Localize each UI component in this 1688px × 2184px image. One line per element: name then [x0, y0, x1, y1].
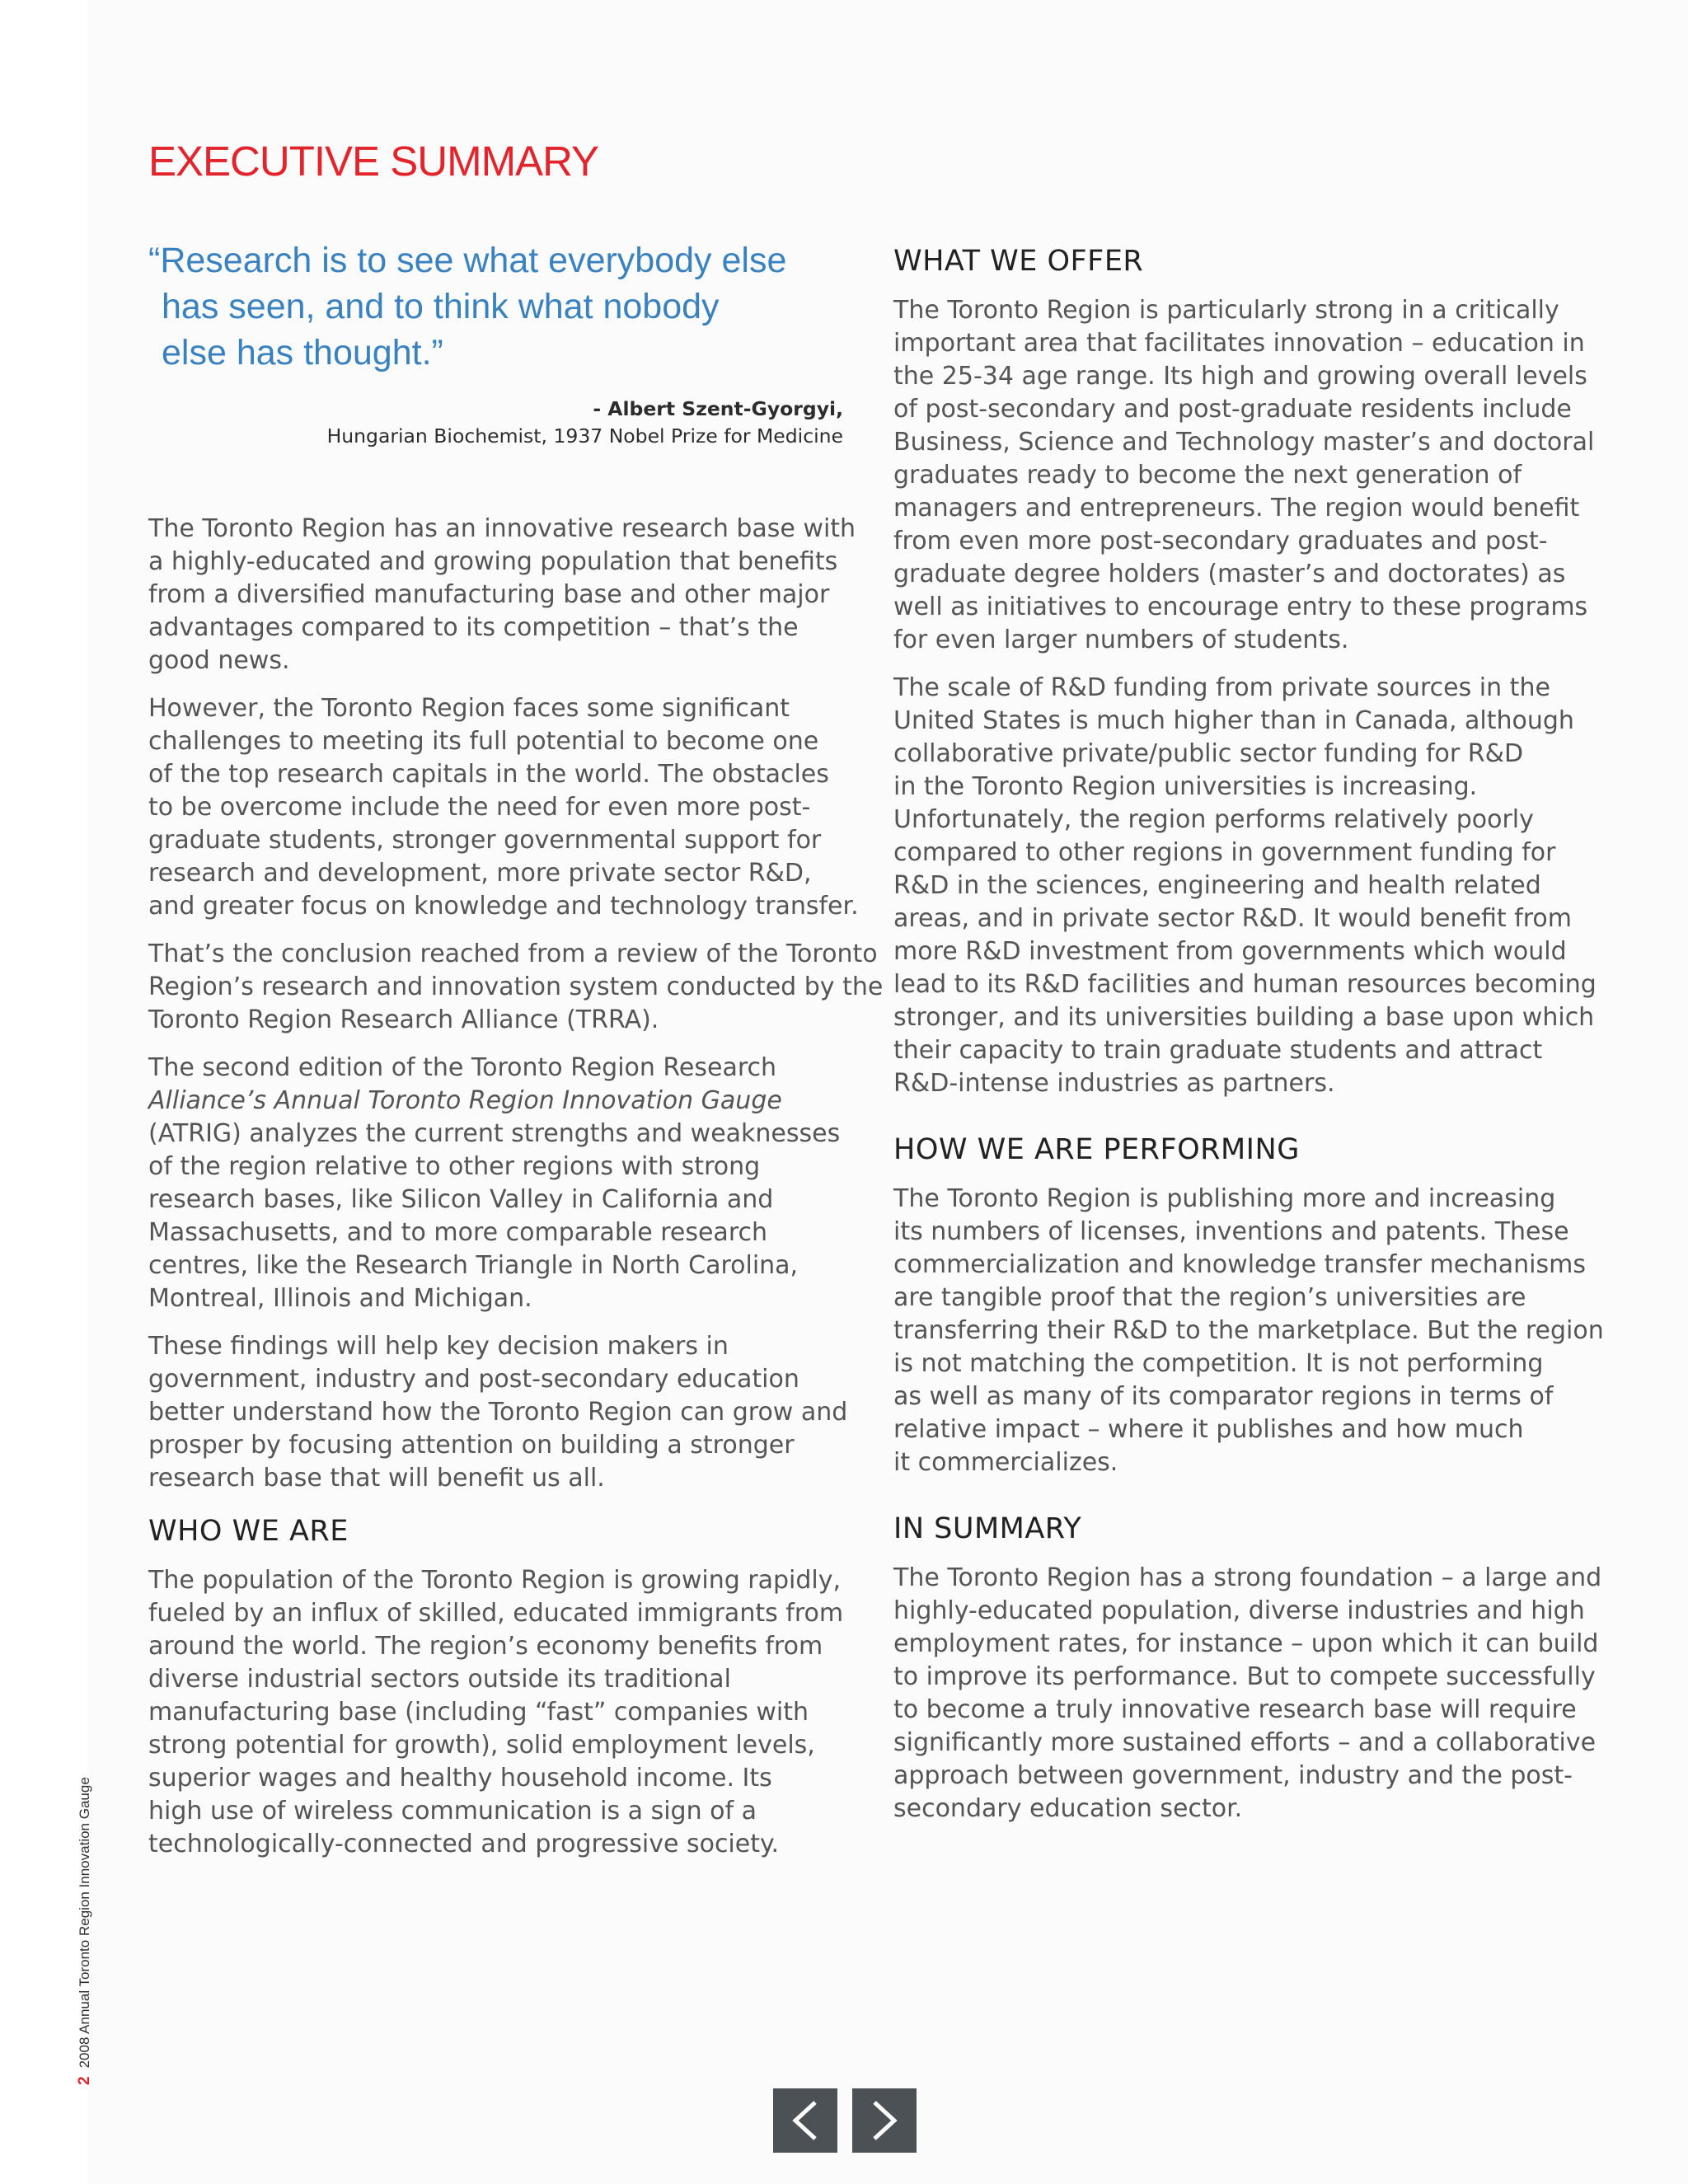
text-line: around the world. The region’s economy benefits from: [148, 1632, 823, 1661]
text-line: stronger, and its universities building a base upon which: [893, 1003, 1595, 1032]
pull-quote: [148, 237, 874, 376]
text-line: However, the Toronto Region faces some significant: [148, 694, 790, 723]
text-line: Business, Science and Technology master’s and doctoral: [893, 428, 1595, 457]
text-line: managers and entrepreneurs. The region would benefit: [893, 494, 1580, 523]
text-line: technologically-connected and progressive society.: [148, 1830, 779, 1858]
text-line: graduates ready to become the next generation of: [893, 461, 1522, 490]
page-title: EXECUTIVE SUMMARY: [148, 138, 598, 185]
section-heading-who-we-are: WHO WE ARE: [148, 1515, 349, 1548]
text-line: manufacturing base (including “fast” companies with: [148, 1698, 809, 1727]
text-line: and greater focus on knowledge and technology transfer.: [148, 892, 859, 921]
text-line: high use of wireless communication is a sign of a: [148, 1797, 757, 1825]
text-line: superior wages and healthy household income. Its: [148, 1764, 772, 1793]
text-line: commercialization and knowledge transfer mechanisms: [893, 1250, 1586, 1279]
text-line: challenges to meeting its full potential to become one: [148, 727, 819, 756]
text-line: of the top research capitals in the world. The obstacles: [148, 760, 829, 789]
quote-line: “Research is to see what everybody else: [148, 241, 787, 280]
rd-funding-paragraph: [893, 672, 1611, 1100]
text-line: Region’s research and innovation system conducted by the: [148, 972, 884, 1001]
page-number: 2: [76, 2076, 93, 2085]
who-we-are-paragraph: [148, 1564, 857, 1861]
text-line: The Toronto Region has an innovative research base with: [148, 514, 856, 543]
text-line: The Toronto Region is particularly strong in a critically: [893, 296, 1559, 325]
section-heading-in-summary: IN SUMMARY: [893, 1512, 1082, 1545]
what-we-offer-paragraph: [893, 294, 1611, 657]
quote-line: has seen, and to think what nobody: [162, 287, 720, 326]
text-line: diverse industrial sectors outside its traditional: [148, 1665, 731, 1694]
challenges-paragraph: [148, 692, 857, 923]
text-line: from a diversified manufacturing base and other major: [148, 580, 830, 609]
text-line: centres, like the Research Triangle in North Carolina,: [148, 1251, 799, 1280]
text-line: its numbers of licenses, inventions and patents. These: [893, 1217, 1569, 1246]
text-line: as well as many of its comparator regions in terms of: [893, 1382, 1554, 1411]
left-column: [148, 513, 884, 1876]
quote-author-credential: Hungarian Biochemist, 1937 Nobel Prize for Medicine: [326, 424, 843, 448]
text-line: to become a truly innovative research base will require: [893, 1695, 1577, 1724]
text-line: collaborative private/public sector funding for R&D: [893, 739, 1524, 768]
text-line: better understand how the Toronto Region can grow and: [148, 1398, 848, 1427]
findings-paragraph: [148, 1330, 857, 1495]
chevron-right-icon: [868, 2099, 901, 2142]
text-line: well as initiatives to encourage entry to these programs: [893, 593, 1588, 621]
chevron-left-icon: [789, 2099, 822, 2142]
intro-paragraph: [148, 513, 857, 677]
text-line: relative impact – where it publishes and how much: [893, 1415, 1524, 1444]
text-line: research bases, like Silicon Valley in California and: [148, 1185, 774, 1214]
text-line: to be overcome include the need for even more post-: [148, 793, 811, 822]
text-line: are tangible proof that the region’s universities are: [893, 1283, 1526, 1312]
right-column: [893, 243, 1611, 1840]
text-line: compared to other regions in government funding for: [893, 838, 1556, 867]
report-title-italic: Alliance’s Annual Toronto Region Innovation Gauge: [148, 1086, 782, 1115]
text-line: of post-secondary and post-graduate residents include: [893, 395, 1572, 424]
text-line: employment rates, for instance – upon which it can build: [893, 1629, 1599, 1658]
text-line: secondary education sector.: [893, 1794, 1243, 1823]
text-line: the 25-34 age range. Its high and growing overall levels: [893, 362, 1587, 391]
text-line: The scale of R&D funding from private sources in the: [893, 673, 1550, 702]
text-line: Massachusetts, and to more comparable research: [148, 1218, 767, 1247]
text-line: graduate degree holders (master’s and doctorates) as: [893, 560, 1566, 588]
text-line: R&D-intense industries as partners.: [893, 1069, 1335, 1098]
text-line: United States is much higher than in Canada, although: [893, 706, 1574, 735]
text-line: research and development, more private sector R&D,: [148, 859, 812, 888]
text-line: (ATRIG) analyzes the current strengths and weaknesses: [148, 1119, 841, 1148]
how-we-are-performing-paragraph: [893, 1183, 1611, 1479]
quote-attribution: [148, 396, 843, 450]
publication-title: 2008 Annual Toronto Region Innovation Gauge: [77, 1777, 92, 2069]
text-line: Unfortunately, the region performs relatively poorly: [893, 805, 1534, 834]
text-line: fueled by an influx of skilled, educated immigrants from: [148, 1599, 844, 1628]
text-line: from even more post-secondary graduates and post-: [893, 527, 1548, 555]
text-line: their capacity to train graduate students and attract: [893, 1036, 1543, 1065]
text-line: approach between government, industry and the post-: [893, 1761, 1573, 1790]
section-heading-how-we-are-performing: HOW WE ARE PERFORMING: [893, 1133, 1300, 1166]
next-page-button[interactable]: [852, 2088, 917, 2153]
text-line: for even larger numbers of students.: [893, 626, 1349, 654]
text-line: lead to its R&D facilities and human resources becoming: [893, 970, 1597, 999]
text-line: R&D in the sciences, engineering and health related: [893, 871, 1541, 900]
text-line: strong potential for growth), solid employment levels,: [148, 1731, 815, 1760]
text-line: Montreal, Illinois and Michigan.: [148, 1284, 532, 1313]
text-line: prosper by focusing attention on building a stronger: [148, 1431, 795, 1460]
atrig-paragraph: [148, 1052, 857, 1315]
text-line: These findings will help key decision makers in: [148, 1332, 729, 1361]
text-line: it commercializes.: [893, 1448, 1118, 1477]
text-line: graduate students, stronger governmental support for: [148, 826, 822, 855]
text-line: The Toronto Region has a strong foundation – a large and: [893, 1563, 1602, 1592]
text-line: Toronto Region Research Alliance (TRRA).: [148, 1005, 659, 1034]
text-line: to improve its performance. But to compete successfully: [893, 1662, 1596, 1691]
text-line: is not matching the competition. It is not performing: [893, 1349, 1544, 1378]
text-line: important area that facilitates innovation – education in: [893, 329, 1585, 358]
conclusion-paragraph: [148, 938, 884, 1037]
text-line: research base that will benefit us all.: [148, 1464, 605, 1493]
text-line: significantly more sustained efforts – and a collaborative: [893, 1728, 1597, 1757]
text-line: of the region relative to other regions with strong: [148, 1152, 761, 1181]
text-line: good news.: [148, 646, 290, 675]
text-line: advantages compared to its competition – that’s the: [148, 613, 799, 642]
running-footer: [76, 1777, 94, 2085]
text-line: more R&D investment from governments which would: [893, 937, 1567, 966]
text-line: transferring their R&D to the marketplace. But the region: [893, 1316, 1604, 1345]
quote-author: - Albert Szent-Gyorgyi,: [593, 397, 843, 420]
text-line: The second edition of the Toronto Region Research: [148, 1053, 777, 1082]
text-line: areas, and in private sector R&D. It would benefit from: [893, 904, 1572, 933]
text-line: government, industry and post-secondary education: [148, 1365, 799, 1394]
in-summary-paragraph: [893, 1562, 1611, 1825]
section-heading-what-we-offer: WHAT WE OFFER: [893, 245, 1144, 278]
text-line: in the Toronto Region universities is increasing.: [893, 772, 1478, 801]
text-line: a highly-educated and growing population that benefits: [148, 547, 838, 576]
previous-page-button[interactable]: [773, 2088, 837, 2153]
text-line: The population of the Toronto Region is growing rapidly,: [148, 1566, 842, 1595]
text-line: That’s the conclusion reached from a review of the Toronto: [148, 940, 878, 968]
quote-line: else has thought.”: [162, 333, 443, 373]
text-line: The Toronto Region is publishing more and increasing: [893, 1184, 1556, 1213]
text-line: highly-educated population, diverse industries and high: [893, 1596, 1585, 1625]
